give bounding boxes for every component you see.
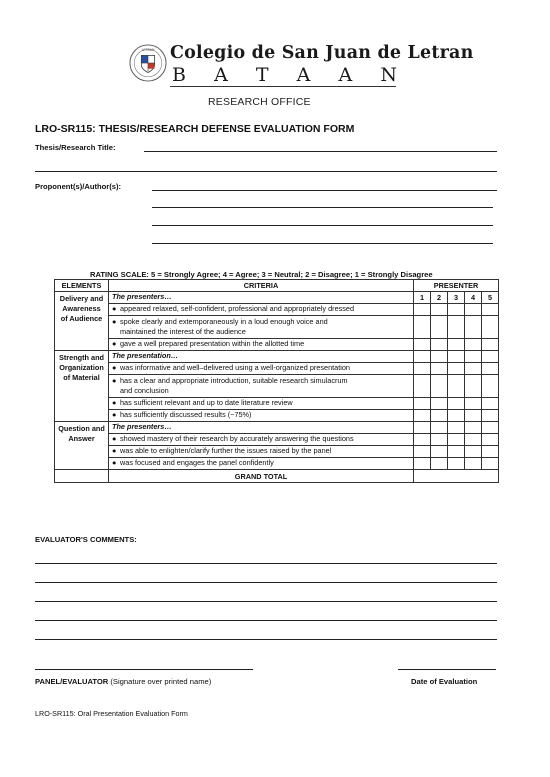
section-intro: The presenters… [109, 422, 414, 434]
score-box[interactable] [431, 304, 448, 316]
criterion-text: was focused and engages the panel confidently [120, 458, 274, 468]
element-question-answer: Question and Answer [55, 422, 109, 470]
score-header: 3 [448, 292, 465, 304]
score-box[interactable] [448, 363, 465, 375]
score-box[interactable] [448, 446, 465, 458]
criterion-text: appeared relaxed, self-confident, professional and appropriately dressed [120, 304, 355, 314]
score-box[interactable] [482, 458, 499, 470]
office-name: RESEARCH OFFICE [208, 96, 311, 108]
presenter-header: PRESENTER [414, 280, 499, 292]
campus-letter: A [214, 64, 228, 86]
date-label: Date of Evaluation [411, 677, 478, 686]
svg-text:LETRAN: LETRAN [141, 48, 155, 53]
score-box[interactable] [431, 434, 448, 446]
score-box[interactable] [414, 304, 431, 316]
score-box[interactable] [482, 375, 499, 398]
campus-letter: N [380, 64, 397, 86]
score-box[interactable] [482, 434, 499, 446]
score-box[interactable] [482, 363, 499, 375]
criterion-item [109, 363, 414, 375]
score-box[interactable] [448, 434, 465, 446]
score-box[interactable] [431, 316, 448, 339]
element-delivery: Delivery and Awareness of Audience [55, 292, 109, 351]
score-box[interactable] [448, 458, 465, 470]
criterion-text: has sufficient relevant and up to date literature review [120, 398, 293, 408]
score-box[interactable] [465, 363, 482, 375]
score-box[interactable] [482, 446, 499, 458]
score-header: 5 [482, 292, 499, 304]
bullet-icon: ● [112, 458, 117, 468]
score-box[interactable] [465, 351, 482, 363]
bullet-icon: ● [112, 434, 117, 444]
score-box[interactable] [465, 434, 482, 446]
score-box[interactable] [448, 304, 465, 316]
score-box[interactable] [431, 351, 448, 363]
score-box[interactable] [431, 339, 448, 351]
signature-line[interactable] [35, 669, 253, 670]
bullet-icon: ● [112, 316, 117, 326]
score-box[interactable] [448, 398, 465, 410]
score-header: 1 [414, 292, 431, 304]
rating-table [54, 279, 499, 483]
criterion-text: spoke clearly and extemporaneously in a loud enough voice and [120, 316, 328, 326]
criterion-text: has a clear and appropriate introduction, suitable research simulacrum [120, 375, 348, 385]
header-divider [170, 86, 396, 87]
score-box[interactable] [414, 458, 431, 470]
criterion-item [109, 398, 414, 410]
score-box[interactable] [448, 351, 465, 363]
score-box[interactable] [448, 316, 465, 339]
thesis-title-line[interactable] [35, 171, 497, 172]
total-spacer [55, 470, 109, 483]
score-box[interactable] [482, 339, 499, 351]
score-box[interactable] [431, 398, 448, 410]
comment-line[interactable] [35, 620, 497, 621]
comment-line[interactable] [35, 563, 497, 564]
score-box[interactable] [448, 422, 465, 434]
score-box[interactable] [482, 351, 499, 363]
score-header: 2 [431, 292, 448, 304]
score-box[interactable] [431, 363, 448, 375]
score-box[interactable] [431, 410, 448, 422]
rating-scale: RATING SCALE: 5 = Strongly Agree; 4 = Agree; 3 = Neutral; 2 = Disagree; 1 = Strongly Disagree [90, 270, 433, 279]
criterion-item [109, 304, 414, 316]
bullet-icon: ● [112, 446, 117, 456]
score-box[interactable] [414, 316, 431, 339]
college-seal-icon [129, 44, 167, 82]
date-line[interactable] [398, 669, 496, 670]
proponent-line[interactable] [152, 207, 493, 208]
score-box[interactable] [465, 398, 482, 410]
criteria-header: CRITERIA [109, 280, 414, 292]
bullet-icon: ● [112, 363, 117, 373]
section-intro: The presentation… [109, 351, 414, 363]
criterion-item [109, 316, 414, 339]
score-box[interactable] [431, 446, 448, 458]
score-box[interactable] [448, 339, 465, 351]
score-box[interactable] [414, 422, 431, 434]
thesis-title-label: Thesis/Research Title: [35, 143, 116, 152]
score-box[interactable] [482, 410, 499, 422]
score-box[interactable] [465, 316, 482, 339]
score-box[interactable] [414, 434, 431, 446]
score-box[interactable] [465, 304, 482, 316]
criterion-item [109, 446, 414, 458]
panel-note: (Signature over printed name) [110, 677, 212, 686]
criterion-text: showed mastery of their research by accurately answering the questions [120, 434, 354, 444]
grand-total-label: GRAND TOTAL [109, 470, 414, 483]
score-box[interactable] [465, 458, 482, 470]
score-box[interactable] [482, 398, 499, 410]
criterion-text: was able to enlighten/clarify further the issues raised by the panel [120, 446, 332, 456]
score-box[interactable] [448, 375, 465, 398]
comment-line[interactable] [35, 582, 497, 583]
criterion-text: gave a well prepared presentation within the allotted time [120, 339, 305, 349]
score-box[interactable] [465, 410, 482, 422]
campus-letter: T [255, 64, 269, 86]
score-header: 4 [465, 292, 482, 304]
score-box[interactable] [431, 375, 448, 398]
thesis-title-line[interactable] [144, 151, 497, 152]
criterion-text: was informative and well–delivered using a well-organized presentation [120, 363, 350, 373]
criterion-item [109, 458, 414, 470]
score-box[interactable] [414, 375, 431, 398]
criterion-item [109, 375, 414, 398]
panel-evaluator-label [35, 677, 211, 686]
campus-letter: A [296, 64, 311, 86]
criterion-text: and conclusion [120, 386, 169, 395]
score-box[interactable] [414, 339, 431, 351]
criterion-item [109, 410, 414, 422]
proponent-line[interactable] [152, 190, 497, 191]
score-box[interactable] [482, 304, 499, 316]
criterion-item [109, 434, 414, 446]
elements-header: ELEMENTS [55, 280, 109, 292]
bullet-icon: ● [112, 339, 117, 349]
grand-total-box[interactable] [414, 470, 499, 483]
college-name: Colegio de San Juan de Letran [170, 43, 474, 63]
comments-label: EVALUATOR'S COMMENTS: [35, 535, 137, 544]
campus-letter: B [172, 64, 186, 86]
proponent-line[interactable] [152, 225, 493, 226]
bullet-icon: ● [112, 410, 117, 420]
element-organization: Strength and Organization of Material [55, 351, 109, 422]
criterion-item [109, 339, 414, 351]
score-box[interactable] [414, 363, 431, 375]
bullet-icon: ● [112, 304, 117, 314]
footer-text: LRO-SR115: Oral Presentation Evaluation Form [35, 709, 188, 718]
score-box[interactable] [414, 351, 431, 363]
score-box[interactable] [465, 422, 482, 434]
comment-line[interactable] [35, 601, 497, 602]
campus-name [172, 64, 397, 86]
bullet-icon: ● [112, 375, 117, 385]
proponent-label: Proponent(s)/Author(s): [35, 182, 122, 191]
score-box[interactable] [465, 339, 482, 351]
panel-label: PANEL/EVALUATOR [35, 677, 109, 686]
score-box[interactable] [431, 422, 448, 434]
score-box[interactable] [414, 446, 431, 458]
score-box[interactable] [465, 375, 482, 398]
bullet-icon: ● [112, 398, 117, 408]
criterion-text: has sufficiently discussed results (~75%) [120, 410, 252, 420]
campus-letter: A [338, 64, 353, 86]
criterion-text: maintained the interest of the audience [120, 327, 246, 336]
proponent-line[interactable] [152, 243, 493, 244]
score-box[interactable] [431, 458, 448, 470]
section-intro: The presenters… [109, 292, 414, 304]
score-box[interactable] [482, 422, 499, 434]
score-box[interactable] [414, 410, 431, 422]
score-box[interactable] [414, 398, 431, 410]
score-box[interactable] [448, 410, 465, 422]
form-title: LRO-SR115: THESIS/RESEARCH DEFENSE EVALUATION FORM [35, 123, 355, 135]
score-box[interactable] [465, 446, 482, 458]
score-box[interactable] [482, 316, 499, 339]
comment-line[interactable] [35, 639, 497, 640]
